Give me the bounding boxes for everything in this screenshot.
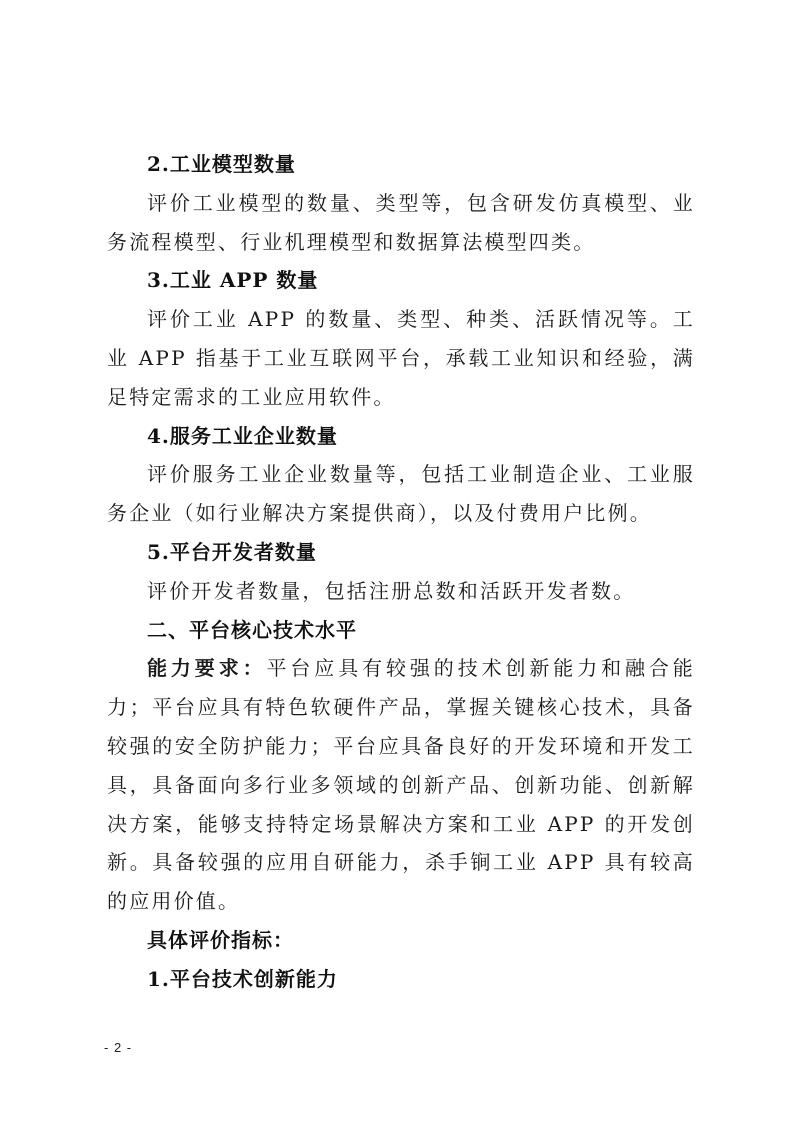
- paragraph-capability-requirements: [107, 649, 695, 921]
- capability-requirements-label: 能力要求：: [147, 656, 267, 681]
- page-number: - 2 -: [104, 1040, 133, 1055]
- paragraph-industrial-model-count: 评价工业模型的数量、类型等，包含研发仿真模型、业务流程模型、行业机理模型和数据算法模型四类。: [107, 190, 695, 254]
- paragraph-platform-developer-count: 评价开发者数量，包括注册总数和活跃开发者数。: [147, 578, 636, 603]
- capability-requirements-text: 平台应具有较强的技术创新能力和融合能力；平台应具有特色软硬件产品，掌握关键核心技术，具备较强的安全防护能力；平台应具备良好的开发环境和开发工具，具备面向多行业多领域的创新产品、创新功能、创新解决方案，能够支持特定场景解决方案和工业 APP 的开发创新。具备较强的应用自研能力，杀手锏工业 APP 具有较高的应用价值。: [107, 656, 695, 914]
- heading-industrial-model-count: 2.工业模型数量: [147, 152, 296, 176]
- heading-tech-innovation-capability: 1.平台技术创新能力: [147, 966, 338, 991]
- heading-served-enterprise-count: 4.服务工业企业数量: [147, 423, 338, 448]
- paragraph-served-enterprise-count: 评价服务工业企业数量等，包括工业制造企业、工业服务企业（如行业解决方案提供商），以及付费用户比例。: [107, 462, 695, 526]
- heading-industrial-app-count: 3.工业 APP 数量: [147, 268, 319, 293]
- paragraph-industrial-app-count: 评价工业 APP 的数量、类型、种类、活跃情况等。工业 APP 指基于工业互联网平台，承载工业知识和经验，满足特定需求的工业应用软件。: [107, 307, 695, 409]
- heading-platform-developer-count: 5.平台开发者数量: [147, 539, 317, 564]
- heading-evaluation-indicators: 具体评价指标：: [147, 927, 294, 952]
- section-heading-core-technology: 二、平台核心技术水平: [147, 617, 357, 642]
- document-body: [107, 145, 695, 999]
